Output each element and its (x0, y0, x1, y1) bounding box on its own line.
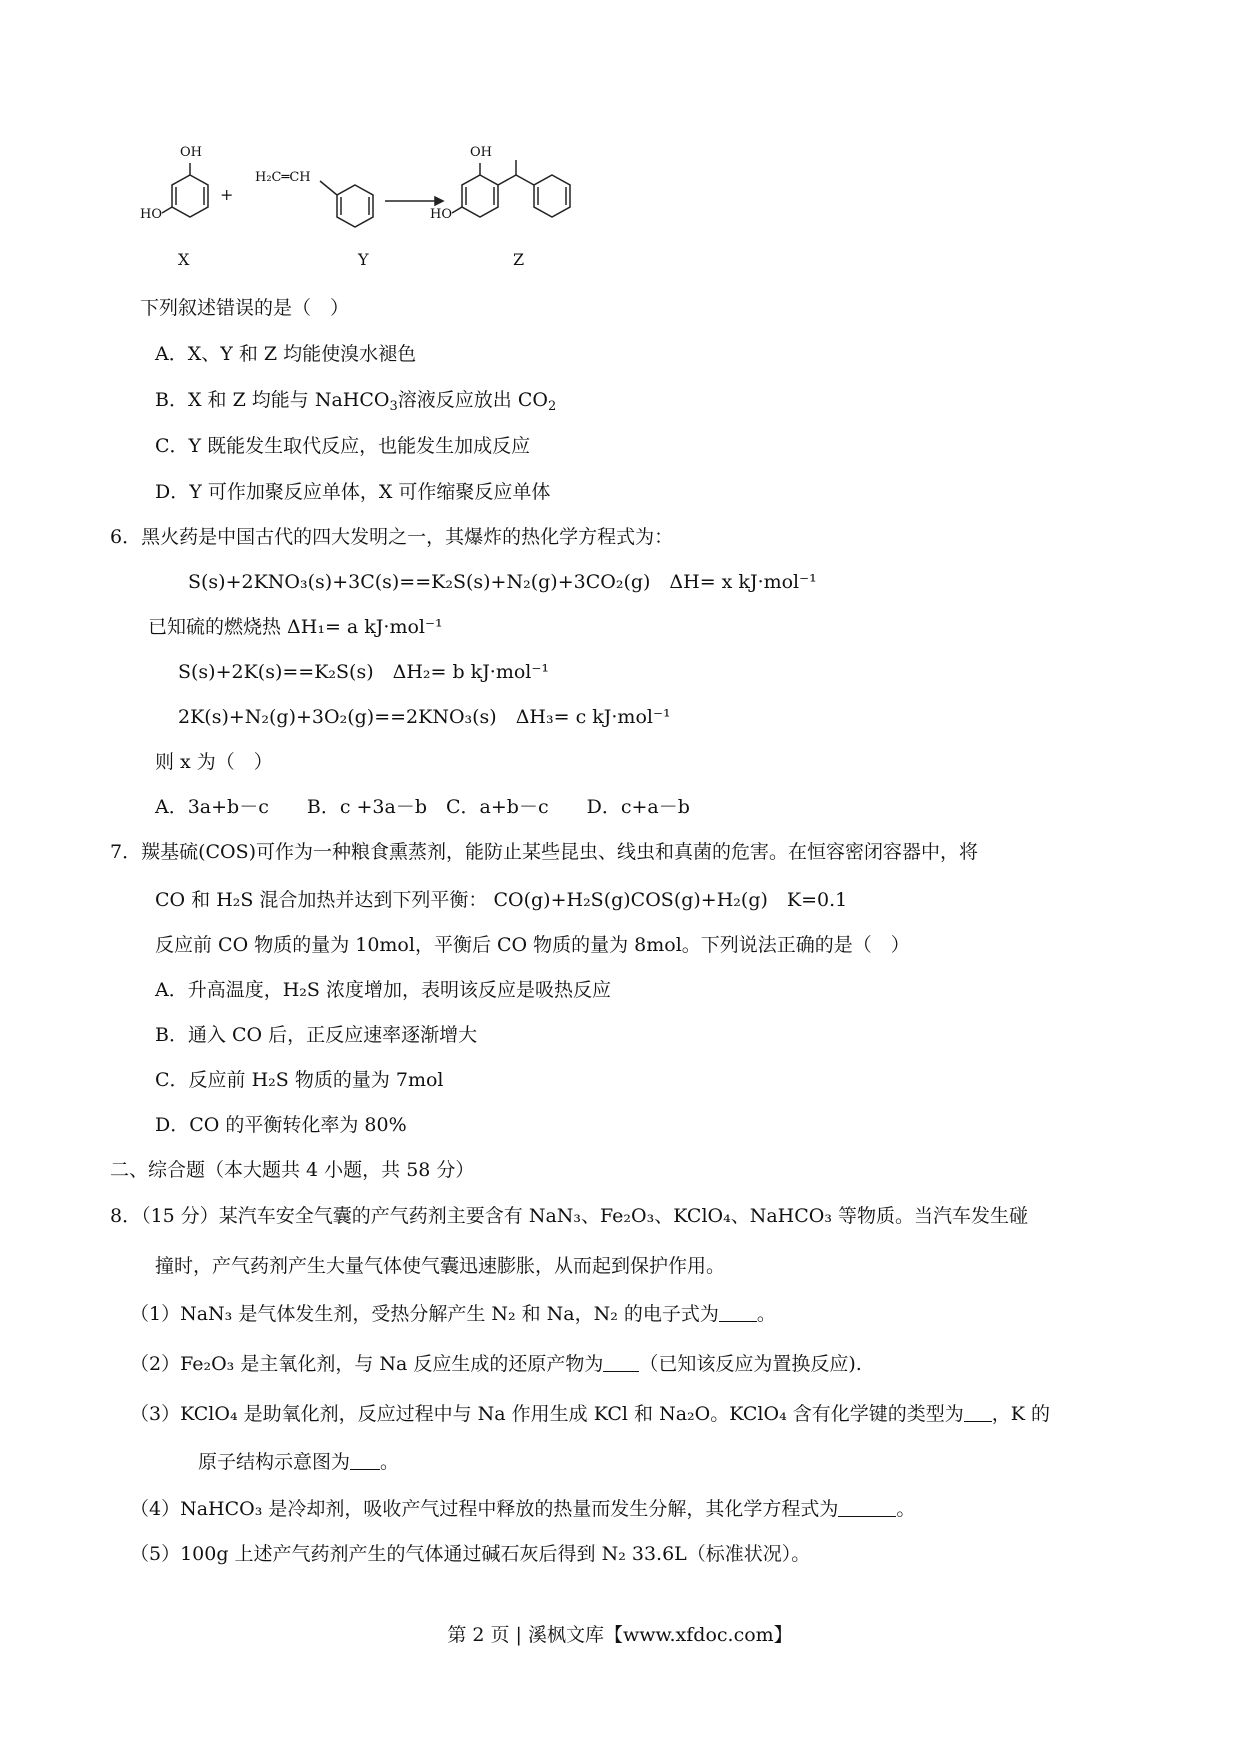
q8-stem-2: 撞时，产气药剂产生大量气体使气囊迅速膨胀，从而起到保护作用。 (155, 1255, 726, 1277)
q8-p3-end: 。 (380, 1451, 400, 1473)
q7-stem: 7．羰基硫(COS)可作为一种粮食熏蒸剂，能防止某些昆虫、线虫和真菌的危害。在恒容密闭容器中，将 (110, 841, 979, 863)
q5-stem: 下列叙述错误的是（ ） (140, 297, 350, 319)
q7-option-a: A．升高温度，H₂S 浓度增加，表明该反应是吸热反应 (155, 979, 611, 1001)
page-footer: 第 2 页 | 溪枫文库【www.xfdoc.com】 (447, 1624, 793, 1646)
q8-part-1 (130, 1302, 776, 1326)
q8-p4-text: （4）NaHCO₃ 是冷却剂，吸收产气过程中释放的热量而发生分解，其化学方程式为 (130, 1498, 839, 1520)
q8-part-4 (130, 1497, 915, 1521)
q8-p3-text-2: 原子结构示意图为 (198, 1451, 351, 1473)
q8-p3-blank-2[interactable] (350, 1451, 380, 1470)
q5-b-text: B．X 和 Z 均能与 NaHCO (155, 389, 390, 411)
q5-option-d: D．Y 可作加聚反应单体，X 可作缩聚反应单体 (155, 481, 551, 503)
reaction-scheme-svg (140, 145, 620, 275)
q8-p4-blank[interactable] (838, 1498, 896, 1517)
q8-p3-blank-1[interactable] (964, 1403, 992, 1422)
q8-p1-text: （1）NaN₃ 是气体发生剂，受热分解产生 N₂ 和 Na，N₂ 的电子式为 (130, 1303, 719, 1325)
q8-stem: 8．（15 分）某汽车安全气囊的产气药剂主要含有 NaN₃、Fe₂O₃、KClO₄、NaHCO₃ 等物质。当汽车发生碰 (110, 1205, 1029, 1227)
plus-sign: + (220, 185, 234, 204)
q5-option-c: C．Y 既能发生取代反应，也能发生加成反应 (155, 435, 531, 457)
vinyl-label: H₂C═CH (255, 170, 311, 185)
q7-condition: 反应前 CO 物质的量为 10mol，平衡后 CO 物质的量为 8mol。下列说法正确的是（ ） (155, 934, 910, 956)
q8-p4-end: 。 (896, 1498, 916, 1520)
q5-option-b (155, 388, 556, 412)
q8-part-3-cont (198, 1450, 399, 1474)
q6-options: A．3a+b－c B．c +3a－b C．a+b－c D．c+a－b (155, 796, 690, 818)
q8-p3-tail: ，K 的 (991, 1403, 1050, 1425)
label-x: X (178, 250, 190, 269)
q8-p1-blank[interactable] (719, 1303, 757, 1322)
q6-known: 已知硫的燃烧热 ΔH₁= a kJ·mol⁻¹ (148, 616, 443, 638)
q5-b-sub: 3 (389, 399, 398, 414)
q8-part-5: （5）100g 上述产气药剂产生的气体通过碱石灰后得到 N₂ 33.6L（标准状况）。 (130, 1543, 811, 1565)
q8-p2-end: （已知该反应为置换反应). (639, 1353, 862, 1375)
q8-part-2 (130, 1352, 862, 1376)
q8-p2-text: （2）Fe₂O₃ 是主氧化剂，与 Na 反应生成的还原产物为 (130, 1353, 604, 1375)
q6-equation-1: S(s)+2KNO₃(s)+3C(s)==K₂S(s)+N₂(g)+3CO₂(g) ΔH= x kJ·mol⁻¹ (188, 571, 817, 593)
q6-stem: 6．黑火药是中国古代的四大发明之一，其爆炸的热化学方程式为： (110, 526, 674, 548)
q7-option-d: D．CO 的平衡转化率为 80% (155, 1114, 407, 1136)
benzene-ring-x (172, 175, 208, 217)
q5-b-text2: 溶液反应放出 CO (397, 389, 548, 411)
label-z: Z (513, 250, 525, 269)
q6-equation-2: S(s)+2K(s)==K₂S(s) ΔH₂= b kJ·mol⁻¹ (178, 661, 550, 683)
q5-b-sub2: 2 (547, 399, 557, 414)
q5-option-a: A．X、Y 和 Z 均能使溴水褪色 (155, 343, 417, 365)
x-oh-label: OH (180, 145, 202, 160)
q8-p3-text: （3）KClO₄ 是助氧化剂，反应过程中与 Na 作用生成 KCl 和 Na₂O。KClO₄ 含有化学键的类型为 (130, 1403, 964, 1425)
z-oh-label: OH (470, 145, 492, 160)
benzene-ring-y (337, 185, 373, 227)
q7-option-b: B．通入 CO 后，正反应速率逐渐增大 (155, 1024, 478, 1046)
section-2-heading: 二、综合题（本大题共 4 小题，共 58 分） (110, 1159, 475, 1181)
x-ho-label: HO (140, 207, 162, 222)
q8-p2-blank[interactable] (603, 1353, 639, 1372)
z-ho-label: HO (430, 207, 452, 222)
q6-ask: 则 x 为（ ） (155, 751, 273, 773)
reaction-figure (140, 145, 620, 275)
benzene-ring-z-right (534, 175, 570, 217)
q8-p1-end: 。 (756, 1303, 776, 1325)
q6-equation-3: 2K(s)+N₂(g)+3O₂(g)==2KNO₃(s) ΔH₃= c kJ·mol⁻¹ (178, 706, 671, 728)
q8-part-3 (130, 1402, 1050, 1426)
q7-equilibrium: CO 和 H₂S 混合加热并达到下列平衡： CO(g)+H₂S(g)COS(g)+H₂(g) K=0.1 (155, 889, 848, 911)
benzene-ring-z-left (462, 175, 498, 217)
q7-option-c: C．反应前 H₂S 物质的量为 7mol (155, 1069, 444, 1091)
label-y: Y (358, 250, 369, 269)
